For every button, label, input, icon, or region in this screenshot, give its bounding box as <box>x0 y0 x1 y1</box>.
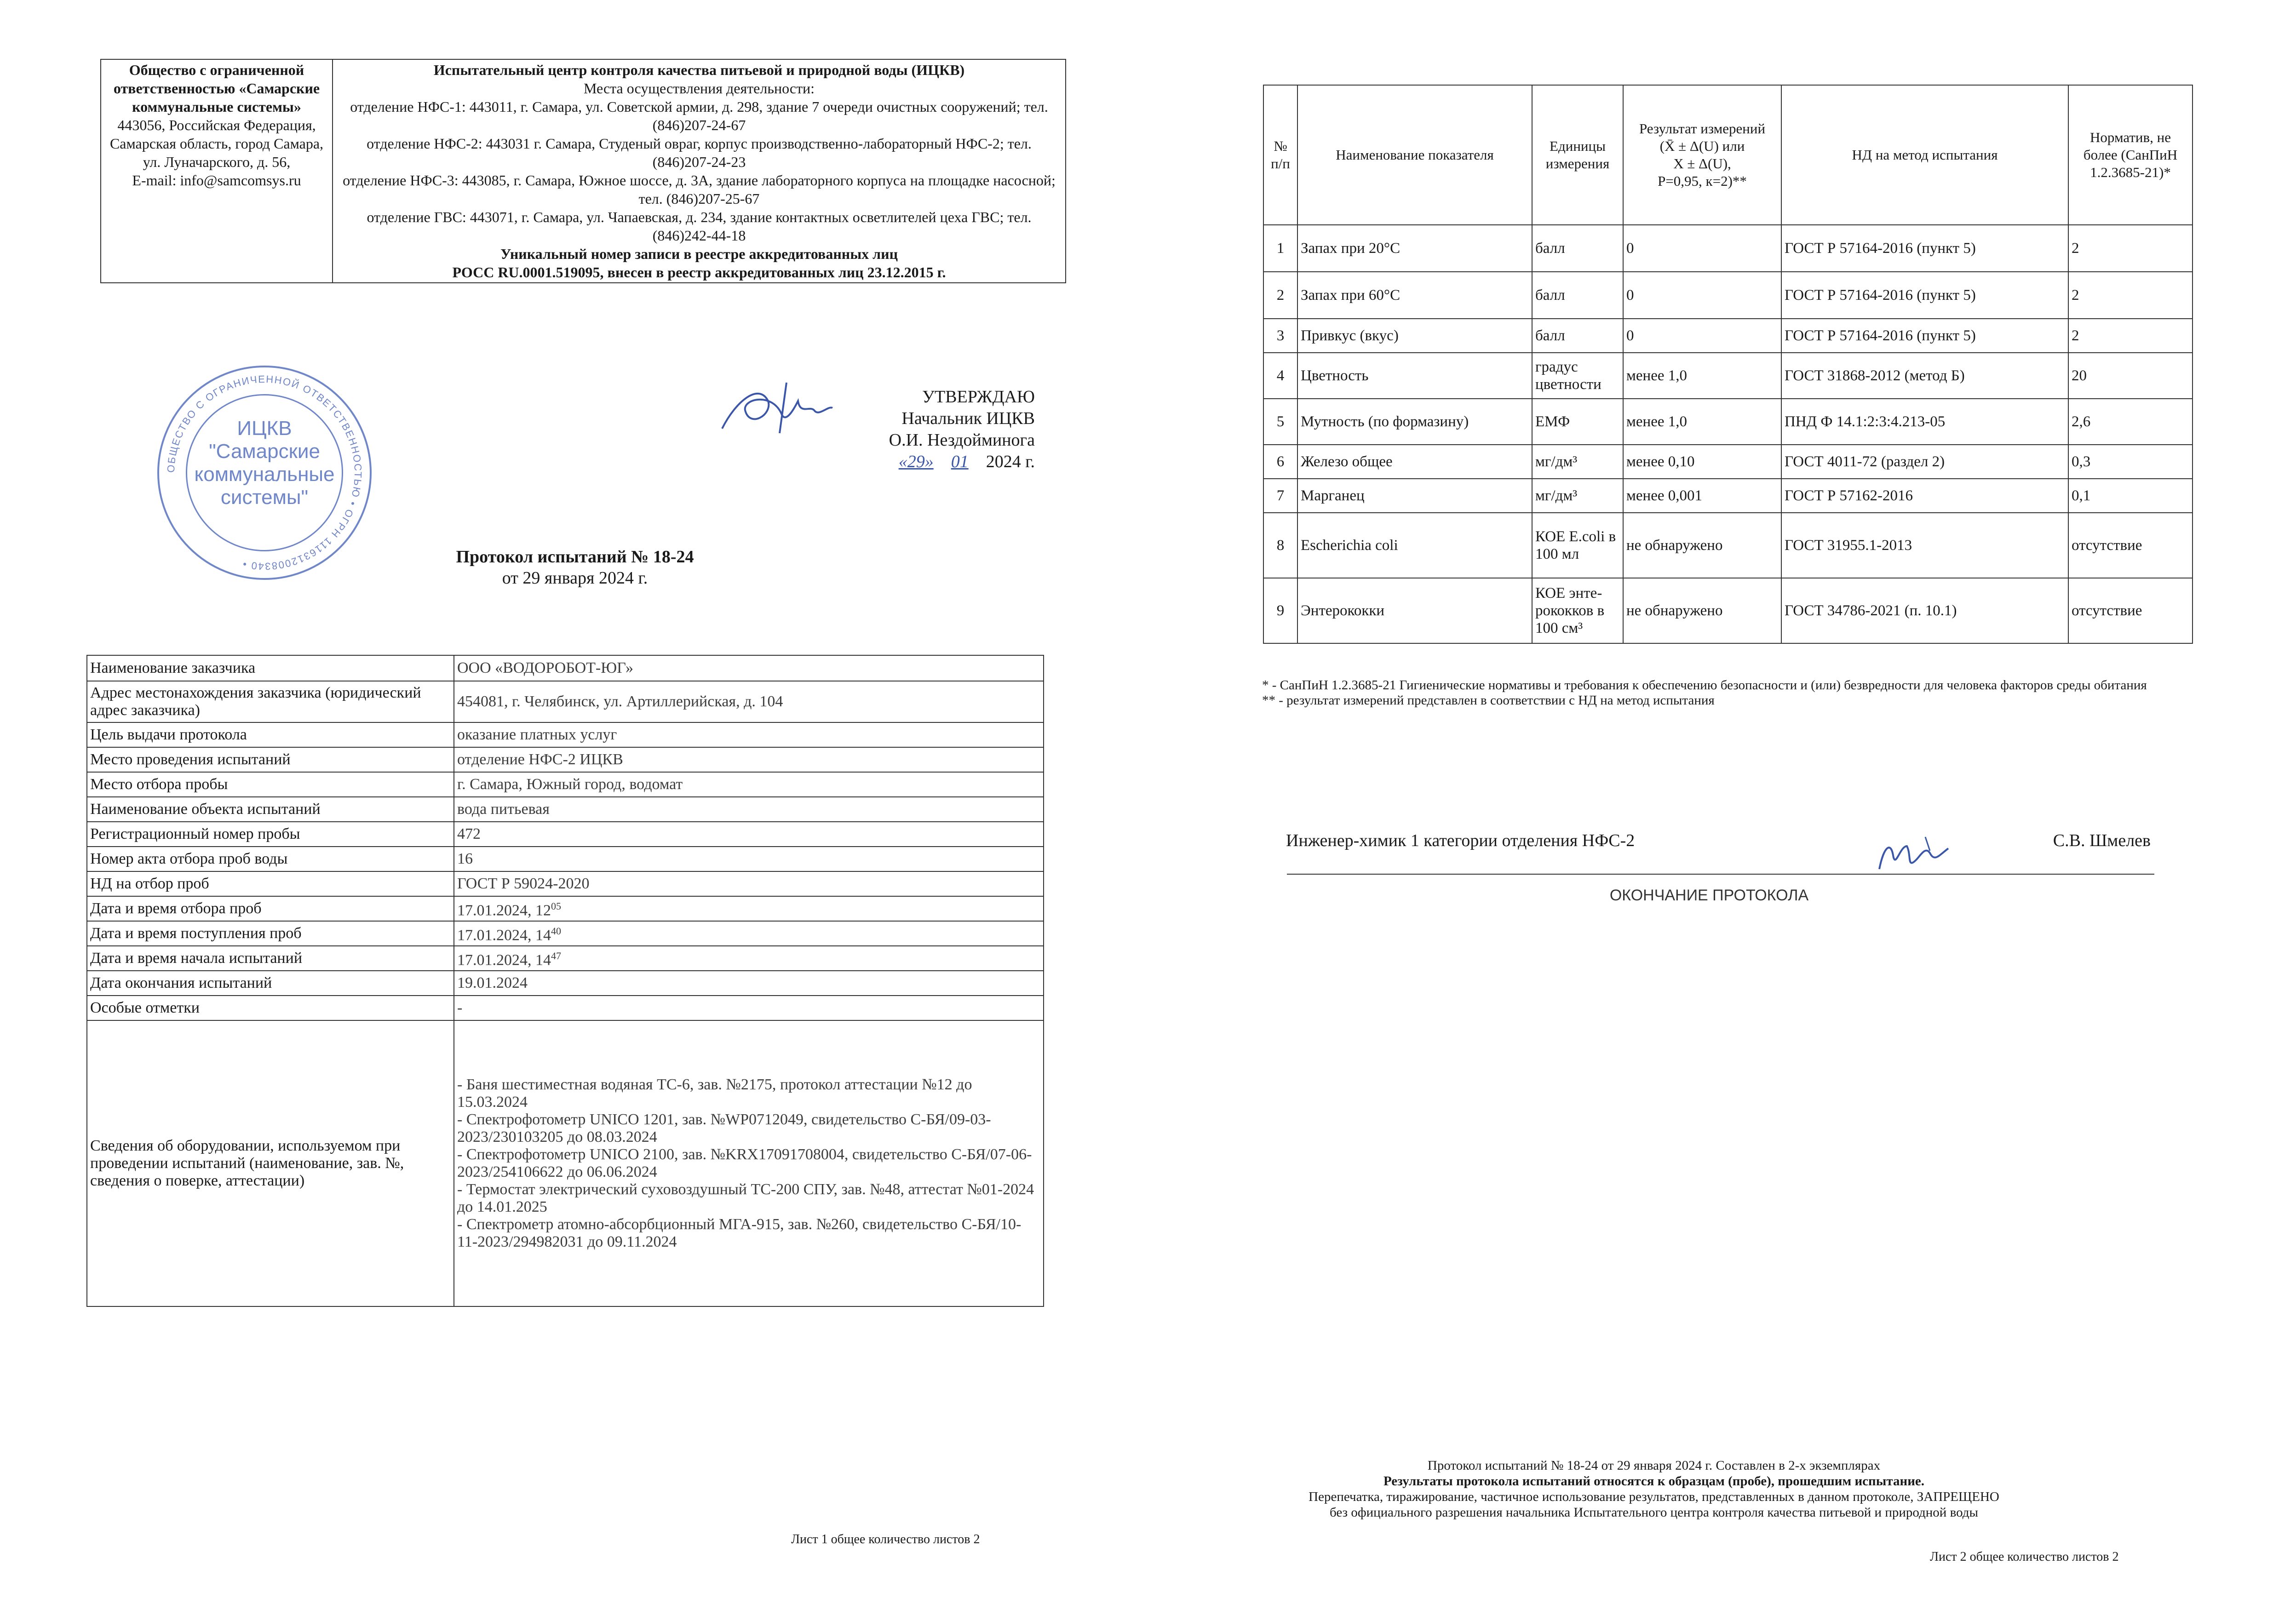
info-row <box>87 681 1044 722</box>
info-label: Дата и время отбора проб <box>87 896 454 921</box>
info-label: Дата и время поступления проб <box>87 921 454 946</box>
info-row <box>87 822 1044 847</box>
result-unit: ЕМФ <box>1532 399 1623 445</box>
result-row <box>1263 578 2193 643</box>
result-value: 0 <box>1623 225 1781 272</box>
result-method: ГОСТ Р 57164-2016 (пункт 5) <box>1781 225 2068 272</box>
sample-info-table <box>86 655 1044 1307</box>
result-num: 1 <box>1263 225 1297 272</box>
result-method: ГОСТ 34786-2021 (п. 10.1) <box>1781 578 2068 643</box>
signature-underline <box>1287 874 2154 875</box>
result-num: 8 <box>1263 513 1297 578</box>
result-value: менее 0,10 <box>1623 445 1781 479</box>
info-label: НД на отбор проб <box>87 871 454 896</box>
equipment-list <box>454 1020 1044 1306</box>
equipment-item: - Термостат электрический суховоздушный ТС-200 СПУ, зав. №48, аттестат №01-2024 до 14.01.2025 <box>457 1181 1034 1215</box>
col-unit: Единицы измерения <box>1532 85 1623 225</box>
result-value: менее 1,0 <box>1623 353 1781 399</box>
info-row <box>87 655 1044 681</box>
result-value: менее 0,001 <box>1623 479 1781 513</box>
result-unit: балл <box>1532 319 1623 353</box>
result-name: Привкус (вкус) <box>1297 319 1532 353</box>
info-row <box>87 871 1044 896</box>
info-value: 17.01.2024, $14^{47}$ <box>454 946 1044 971</box>
result-num: 4 <box>1263 353 1297 399</box>
registry-line-1: Уникальный номер записи в реестре аккредитованных лиц <box>500 246 898 262</box>
result-value: не обнаружено <box>1623 513 1781 578</box>
result-norm: отсутствие <box>2068 513 2193 578</box>
result-unit: КОЕ E.coli в 100 мл <box>1532 513 1623 578</box>
branch-gvs: отделение ГВС: 443071, г. Самара, ул. Чапаевская, д. 234, здание контактных осветлителей цеха ГВС; тел. (846)242-44-18 <box>367 209 1032 244</box>
result-unit: градус цветности <box>1532 353 1623 399</box>
result-num: 5 <box>1263 399 1297 445</box>
test-center-subtitle: Места осуществления деятельности: <box>583 80 815 97</box>
info-row <box>87 946 1044 971</box>
result-num: 7 <box>1263 479 1297 513</box>
result-norm: 0,1 <box>2068 479 2193 513</box>
info-value: вода питьевая <box>454 797 1044 822</box>
result-method: ГОСТ 31955.1-2013 <box>1781 513 2068 578</box>
result-method: ГОСТ 31868-2012 (метод Б) <box>1781 353 2068 399</box>
result-method: ПНД Ф 14.1:2:3:4.213-05 <box>1781 399 2068 445</box>
result-norm: 2 <box>2068 225 2193 272</box>
sheet-counter-1: Лист 1 общее количество листов 2 <box>791 1532 980 1546</box>
result-unit: мг/дм³ <box>1532 445 1623 479</box>
approver-name: О.И. Нездойминога <box>889 430 1035 450</box>
result-name: Железо общее <box>1297 445 1532 479</box>
test-center-title: Испытательный центр контроля качества питьевой и природной воды (ИЦКВ) <box>433 62 965 78</box>
footer-line-2: Результаты протокола испытаний относятся к образцам (пробе), прошедшим испытание. <box>1383 1474 1925 1489</box>
info-value: 17.01.2024, $14^{40}$ <box>454 921 1044 946</box>
result-num: 3 <box>1263 319 1297 353</box>
result-row <box>1263 513 2193 578</box>
protocol-footer <box>1240 1458 2068 1520</box>
result-unit: балл <box>1532 225 1623 272</box>
organization-block <box>101 59 333 283</box>
protocol-end: ОКОНЧАНИЕ ПРОТОКОЛА <box>1609 887 1809 904</box>
col-method: НД на метод испытания <box>1781 85 2068 225</box>
protocol-date: от 29 января 2024 г. <box>502 568 648 588</box>
engineer-name: С.В. Шмелев <box>2053 831 2151 850</box>
result-num: 9 <box>1263 578 1297 643</box>
info-row <box>87 747 1044 772</box>
result-name: Запах при 20°С <box>1297 225 1532 272</box>
info-value: 16 <box>454 847 1044 871</box>
engineer-title: Инженер-химик 1 категории отделения НФС-2 <box>1286 831 1635 850</box>
branch-nfs1: отделение НФС-1: 443011, г. Самара, ул. Советской армии, д. 298, здание 7 очереди очистных сооружений; тел. (846)207-24-67 <box>350 98 1048 133</box>
info-value: 454081, г. Челябинск, ул. Артиллерийская, д. 104 <box>454 681 1044 722</box>
protocol-heading <box>322 546 828 589</box>
col-name: Наименование показателя <box>1297 85 1532 225</box>
result-unit: КОЕ энте-рококков в 100 см³ <box>1532 578 1623 643</box>
footnote-sanpin: * - СанПиН 1.2.3685-21 Гигиенические нормативы и требования к обеспечению безопасности и (или) безвредности для человека факторов среды обитания <box>1262 678 2147 693</box>
info-label: Дата и время начала испытаний <box>87 946 454 971</box>
col-num: № п/п <box>1263 85 1297 225</box>
result-norm: 2 <box>2068 319 2193 353</box>
result-method: ГОСТ 4011-72 (раздел 2) <box>1781 445 2068 479</box>
approval-date: «29» 01 2024 г. <box>898 452 1035 471</box>
registry-line-2: РОСС RU.0001.519095, внесен в реестр аккредитованных лиц 23.12.2015 г. <box>452 264 946 281</box>
result-row <box>1263 225 2193 272</box>
organization-address: 443056, Российская Федерация, Самарская область, город Самара, ул. Луначарского, д. 56, <box>109 117 324 170</box>
results-table <box>1263 85 2193 644</box>
footer-line-4: без официального разрешения начальника Испытательного центра контроля качества питьевой и природной воды <box>1330 1505 1978 1520</box>
footer-line-1: Протокол испытаний № 18-24 от 29 января 2024 г. Составлен в 2-х экземплярах <box>1427 1458 1881 1473</box>
equipment-item: - Спектрофотометр UNICO 2100, зав. №KRX17091708004, свидетельство С-БЯ/07-06-2023/254106622 до 06.06.2024 <box>457 1146 1032 1180</box>
result-row <box>1263 272 2193 319</box>
result-name: Escherichia coli <box>1297 513 1532 578</box>
info-value: оказание платных услуг <box>454 722 1044 747</box>
result-value: 0 <box>1623 272 1781 319</box>
result-row <box>1263 445 2193 479</box>
col-result: Результат измерений (X̄ ± Δ(U) или X ± Δ(U), P=0,95, к=2)** <box>1623 85 1781 225</box>
result-row <box>1263 319 2193 353</box>
info-row <box>87 971 1044 996</box>
info-value: ООО «ВОДОРОБОТ-ЮГ» <box>454 655 1044 681</box>
protocol-page-2 <box>1148 0 2296 1609</box>
result-num: 2 <box>1263 272 1297 319</box>
protocol-title: Протокол испытаний № 18-24 <box>456 547 694 567</box>
equipment-row <box>87 1020 1044 1306</box>
branch-nfs3: отделение НФС-3: 443085, г. Самара, Южное шоссе, д. 3А, здание лабораторного корпуса на площадке насосной; тел. (846)207-25-67 <box>343 172 1056 207</box>
info-value: ГОСТ Р 59024-2020 <box>454 871 1044 896</box>
equipment-item: - Спектрофотометр UNICO 1201, зав. №WP0712049, свидетельство С-БЯ/09-03-2023/230103205 до 08.03.2024 <box>457 1111 991 1145</box>
footnote-result: ** - результат измерений представлен в соответствии с НД на метод испытания <box>1262 693 1715 708</box>
result-method: ГОСТ Р 57164-2016 (пункт 5) <box>1781 272 2068 319</box>
info-label: Место проведения испытаний <box>87 747 454 772</box>
organization-name: Общество с ограниченной ответственностью «Самарские коммунальные системы» <box>113 62 320 115</box>
footnotes <box>1262 678 2182 708</box>
info-label: Дата окончания испытаний <box>87 971 454 996</box>
result-row <box>1263 353 2193 399</box>
result-norm: 20 <box>2068 353 2193 399</box>
info-label: Место отбора пробы <box>87 772 454 797</box>
result-unit: мг/дм³ <box>1532 479 1623 513</box>
footer-line-3: Перепечатка, тиражирование, частичное использование результатов, представленных в данном протоколе, ЗАПРЕЩЕНО <box>1309 1489 1999 1504</box>
info-value: 472 <box>454 822 1044 847</box>
info-label: Наименование заказчика <box>87 655 454 681</box>
info-row <box>87 996 1044 1020</box>
approver-position: Начальник ИЦКВ <box>901 409 1035 428</box>
equipment-item: - Баня шестиместная водяная ТС-6, зав. №2175, протокол аттестации №12 до 15.03.2024 <box>457 1076 972 1111</box>
result-norm: 2,6 <box>2068 399 2193 445</box>
col-norm: Норматив, не более (СанПиН 1.2.3685-21)* <box>2068 85 2193 225</box>
result-name: Мутность (по формазину) <box>1297 399 1532 445</box>
info-row <box>87 797 1044 822</box>
result-name: Марганец <box>1297 479 1532 513</box>
info-label: Особые отметки <box>87 996 454 1020</box>
info-row <box>87 847 1044 871</box>
equipment-label: Сведения об оборудовании, используемом при проведении испытаний (наименование, зав. №, сведения о поверке, аттестации) <box>87 1020 454 1306</box>
test-center-block <box>333 59 1066 283</box>
info-value: отделение НФС-2 ИЦКВ <box>454 747 1044 772</box>
stamp-text: ИЦКВ "Самарские коммунальные системы" <box>194 417 335 509</box>
equipment-item: - Спектрометр атомно-абсорбционный МГА-915, зав. №260, свидетельство С-БЯ/10-11-2023/294982031 до 09.11.2024 <box>457 1216 1022 1250</box>
result-value: не обнаружено <box>1623 578 1781 643</box>
info-label: Цель выдачи протокола <box>87 722 454 747</box>
info-row <box>87 921 1044 946</box>
result-name: Цветность <box>1297 353 1532 399</box>
result-value: менее 1,0 <box>1623 399 1781 445</box>
info-row <box>87 722 1044 747</box>
result-unit: балл <box>1532 272 1623 319</box>
result-value: 0 <box>1623 319 1781 353</box>
engineer-signature <box>1875 828 1957 883</box>
info-value: - <box>454 996 1044 1020</box>
result-name: Энтерококки <box>1297 578 1532 643</box>
info-label: Регистрационный номер пробы <box>87 822 454 847</box>
result-norm: 2 <box>2068 272 2193 319</box>
info-label: Адрес местонахождения заказчика (юридический адрес заказчика) <box>87 681 454 722</box>
info-row <box>87 896 1044 921</box>
engineer-line <box>1286 830 2151 851</box>
approve-label: УТВЕРЖДАЮ <box>922 387 1035 407</box>
info-row <box>87 772 1044 797</box>
info-label: Наименование объекта испытаний <box>87 797 454 822</box>
result-row <box>1263 479 2193 513</box>
result-norm: 0,3 <box>2068 445 2193 479</box>
approval-block <box>635 386 1035 473</box>
result-name: Запах при 60°С <box>1297 272 1532 319</box>
sheet-counter-2: Лист 2 общее количество листов 2 <box>1930 1550 2119 1564</box>
svg-text:ОБЩЕСТВО С ОГРАНИЧЕННОЙ ОТВЕТС: ОБЩЕСТВО С ОГРАНИЧЕННОЙ ОТВЕТСТВЕННОСТЬЮ • ОГРН 1116312008340 • <box>165 373 364 573</box>
result-norm: отсутствие <box>2068 578 2193 643</box>
info-value: 17.01.2024, $12^{05}$ <box>454 896 1044 921</box>
info-label: Номер акта отбора проб воды <box>87 847 454 871</box>
result-method: ГОСТ Р 57162-2016 <box>1781 479 2068 513</box>
branch-nfs2: отделение НФС-2: 443031 г. Самара, Студеный овраг, корпус производственно-лабораторный НФС-2; тел. (846)207-24-23 <box>367 135 1032 170</box>
info-value: г. Самара, Южный город, водомат <box>454 772 1044 797</box>
lab-header <box>100 59 1066 283</box>
result-method: ГОСТ Р 57164-2016 (пункт 5) <box>1781 319 2068 353</box>
result-row <box>1263 399 2193 445</box>
result-num: 6 <box>1263 445 1297 479</box>
info-value: 19.01.2024 <box>454 971 1044 996</box>
organization-email: E-mail: info@samcomsys.ru <box>132 172 301 189</box>
